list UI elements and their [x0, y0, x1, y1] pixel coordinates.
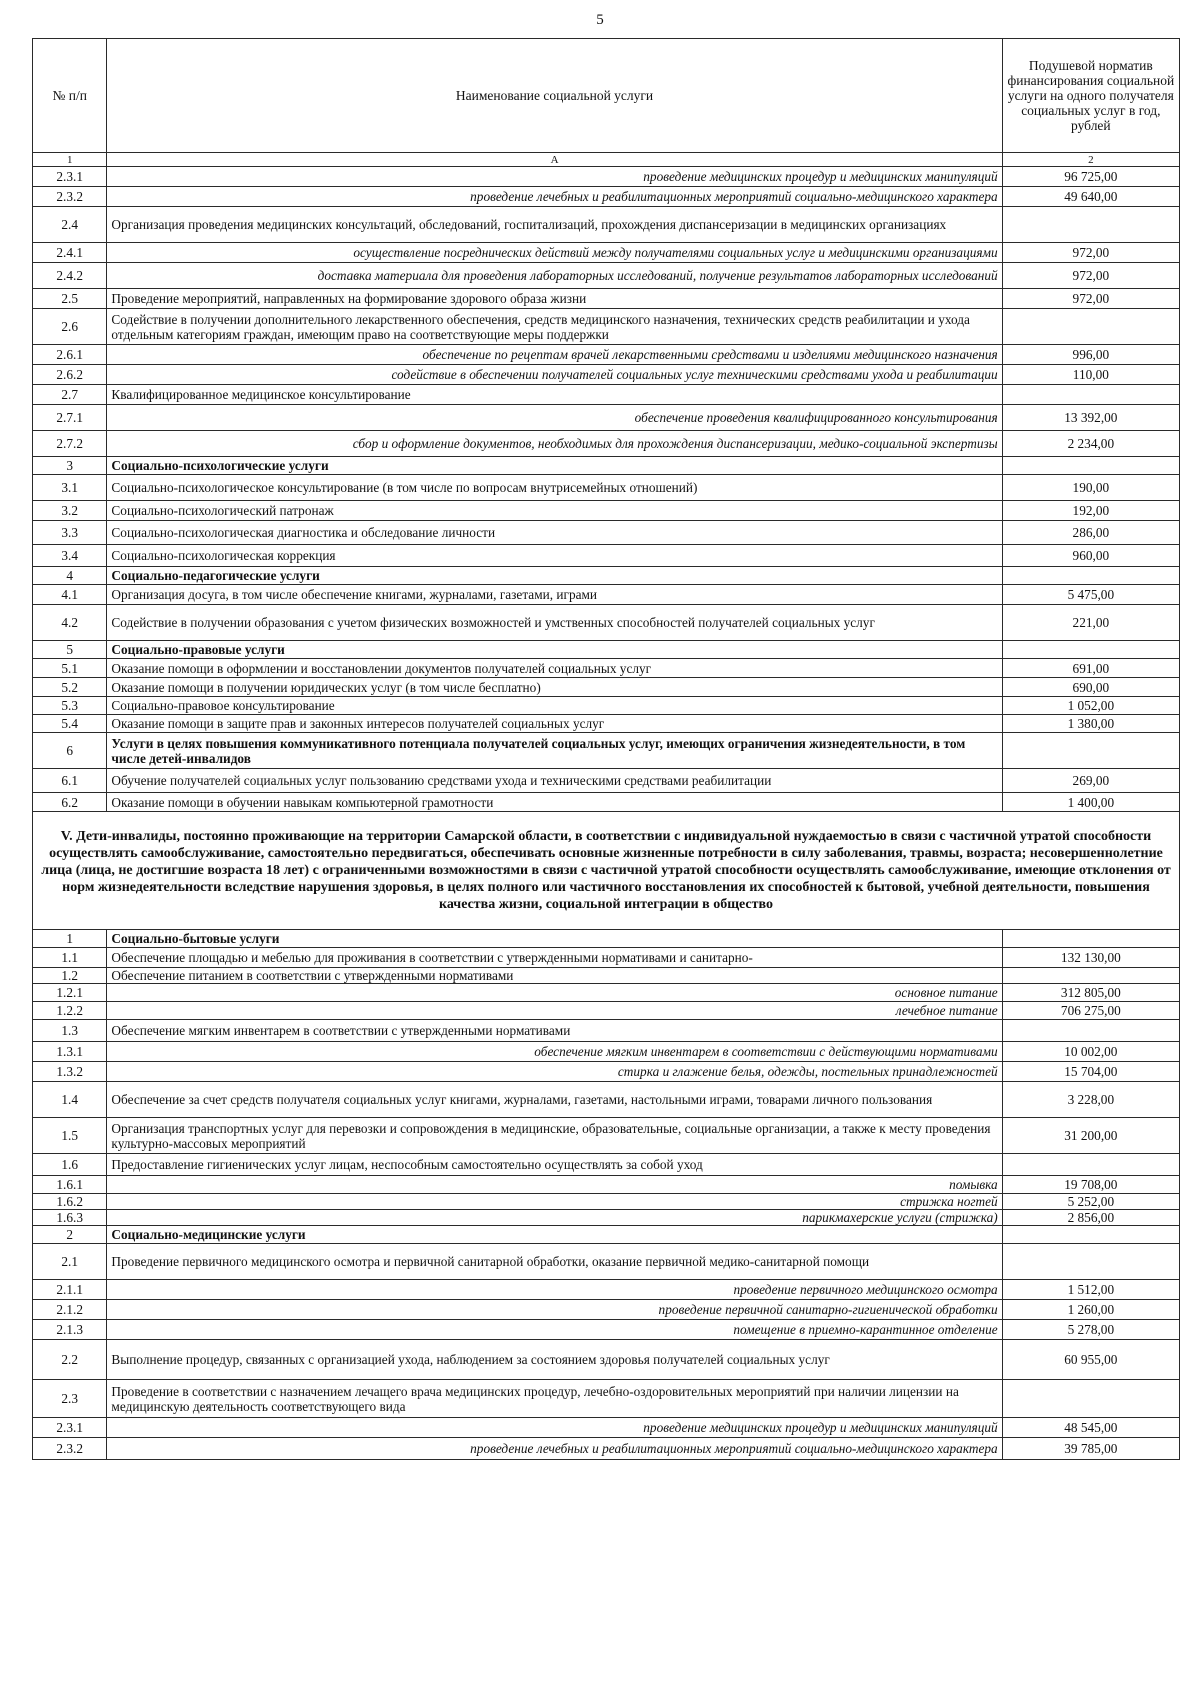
service-norm-value	[1002, 457, 1179, 475]
table-row	[33, 1042, 1180, 1062]
service-norm-value	[1002, 1380, 1179, 1418]
service-norm-value: 690,00	[1002, 678, 1179, 697]
service-norm-value	[1002, 385, 1179, 405]
table-header-row	[33, 39, 1180, 153]
header-value: Подушевой норматив финансирования социальной услуги на одного получателя социальных услуг в год, рублей	[1002, 39, 1179, 153]
table-row	[33, 1340, 1180, 1380]
service-name: обеспечение по рецептам врачей лекарственными средствами и изделиями медицинского назначения	[107, 345, 1002, 365]
service-norm-value	[1002, 567, 1179, 585]
service-norm-value: 972,00	[1002, 263, 1179, 289]
table-row	[33, 984, 1180, 1002]
table-row	[33, 385, 1180, 405]
service-name: стирка и глажение белья, одежды, постельных принадлежностей	[107, 1062, 1002, 1082]
table-row	[33, 431, 1180, 457]
row-number: 1.4	[33, 1082, 107, 1118]
table-row	[33, 365, 1180, 385]
row-number: 3.3	[33, 521, 107, 545]
row-number: 1.2.1	[33, 984, 107, 1002]
row-number: 1.2	[33, 968, 107, 984]
service-name: проведение лечебных и реабилитационных мероприятий социально-медицинского характера	[107, 1438, 1002, 1460]
section-row	[33, 567, 1180, 585]
table-row	[33, 1210, 1180, 1226]
table-row	[33, 678, 1180, 697]
table-row	[33, 1244, 1180, 1280]
service-name: Социально-психологическая диагностика и обследование личности	[107, 521, 1002, 545]
row-number: 1.6	[33, 1154, 107, 1176]
table-row	[33, 1300, 1180, 1320]
section-row	[33, 733, 1180, 769]
service-name: Квалифицированное медицинское консультирование	[107, 385, 1002, 405]
header-name: Наименование социальной услуги	[107, 39, 1002, 153]
service-norm-value: 1 400,00	[1002, 793, 1179, 812]
row-number: 6	[33, 733, 107, 769]
section-banner-text: V. Дети-инвалиды, постоянно проживающие на территории Самарской области, в соответствии с индивидуальной нуждаемостью в связи с частичной утратой способности осуществлять самообслуживание, самостоятельно передвигаться, обеспечивать основные жизненные потребности в силу заболевания, травмы, возраста; несовершеннолетние лица (лица, не достигшие возраста 18 лет) с ограниченными возможностями в связи с частичной утратой способности осуществлять самообслуживание, имеющие отклонения от норм жизнедеятельности вследствие нарушения здоровья, в целях полного или частичного восстановления их способностей к бытовой, учебной деятельности, повышения качества жизни, социальной интеграции в общество	[33, 812, 1180, 930]
index-num: 1	[33, 153, 107, 167]
table-row	[33, 207, 1180, 243]
service-name: помещение в приемно-карантинное отделение	[107, 1320, 1002, 1340]
services-table	[32, 38, 1180, 1460]
service-name: Выполнение процедур, связанных с организацией ухода, наблюдением за состоянием здоровья получателей социальных услуг	[107, 1340, 1002, 1380]
table-row	[33, 793, 1180, 812]
table-row	[33, 1280, 1180, 1300]
row-number: 2.4.2	[33, 263, 107, 289]
row-number: 2.4.1	[33, 243, 107, 263]
section-row	[33, 1226, 1180, 1244]
table-row	[33, 187, 1180, 207]
table-row	[33, 1020, 1180, 1042]
row-number: 2.1.2	[33, 1300, 107, 1320]
row-number: 1.1	[33, 948, 107, 968]
service-norm-value: 1 260,00	[1002, 1300, 1179, 1320]
section-banner	[33, 812, 1180, 930]
service-norm-value	[1002, 1226, 1179, 1244]
row-number: 5.1	[33, 659, 107, 678]
service-norm-value	[1002, 207, 1179, 243]
row-number: 5	[33, 641, 107, 659]
service-name: обеспечение мягким инвентарем в соответствии с действующими нормативами	[107, 1042, 1002, 1062]
service-name: Оказание помощи в защите прав и законных интересов получателей социальных услуг	[107, 715, 1002, 733]
table-row	[33, 263, 1180, 289]
service-norm-value: 312 805,00	[1002, 984, 1179, 1002]
row-number: 2.5	[33, 289, 107, 309]
service-name: Предоставление гигиенических услуг лицам, неспособным самостоятельно осуществлять за собой уход	[107, 1154, 1002, 1176]
row-number: 1.3	[33, 1020, 107, 1042]
table-row	[33, 1002, 1180, 1020]
service-name: стрижка ногтей	[107, 1194, 1002, 1210]
service-norm-value: 110,00	[1002, 365, 1179, 385]
service-name: парикмахерские услуги (стрижка)	[107, 1210, 1002, 1226]
page-number: 5	[596, 12, 604, 28]
row-number: 4	[33, 567, 107, 585]
service-norm-value: 5 475,00	[1002, 585, 1179, 605]
table-row	[33, 501, 1180, 521]
table-row	[33, 1154, 1180, 1176]
row-number: 2.7.2	[33, 431, 107, 457]
service-name: Услуги в целях повышения коммуникативного потенциала получателей социальных услуг, имеющих ограничения жизнедеятельности, в том числе детей-инвалидов	[107, 733, 1002, 769]
row-number: 2.1.1	[33, 1280, 107, 1300]
service-norm-value: 15 704,00	[1002, 1062, 1179, 1082]
table-row	[33, 715, 1180, 733]
table-row	[33, 968, 1180, 984]
table-row	[33, 1062, 1180, 1082]
service-norm-value: 972,00	[1002, 289, 1179, 309]
row-number: 2.2	[33, 1340, 107, 1380]
table-row	[33, 605, 1180, 641]
row-number: 2.6	[33, 309, 107, 345]
table-row	[33, 289, 1180, 309]
service-name: лечебное питание	[107, 1002, 1002, 1020]
row-number: 4.2	[33, 605, 107, 641]
service-name: Обеспечение за счет средств получателя социальных услуг книгами, журналами, газетами, настольными играми, товарами личного пользования	[107, 1082, 1002, 1118]
service-name: доставка материала для проведения лабораторных исследований, получение результатов лабораторных исследований	[107, 263, 1002, 289]
table-row	[33, 1194, 1180, 1210]
row-number: 2.3.1	[33, 1418, 107, 1438]
table-row	[33, 545, 1180, 567]
column-index-row	[33, 153, 1180, 167]
service-norm-value	[1002, 968, 1179, 984]
service-name: Социально-медицинские услуги	[107, 1226, 1002, 1244]
index-value: 2	[1002, 153, 1179, 167]
service-norm-value	[1002, 1244, 1179, 1280]
service-name: Содействие в получении дополнительного лекарственного обеспечения, средств медицинского назначения, технических средств реабилитации и ухода отдельным категориям граждан, имеющим право на соответствующие меры поддержки	[107, 309, 1002, 345]
row-number: 5.3	[33, 697, 107, 715]
service-norm-value: 1 052,00	[1002, 697, 1179, 715]
row-number: 1.5	[33, 1118, 107, 1154]
service-name: Содействие в получении образования с учетом физических возможностей и умственных способностей получателей социальных услуг	[107, 605, 1002, 641]
header-num: № п/п	[33, 39, 107, 153]
row-number: 2.3.1	[33, 167, 107, 187]
service-name: Оказание помощи в оформлении и восстановлении документов получателей социальных услуг	[107, 659, 1002, 678]
table-row	[33, 948, 1180, 968]
row-number: 3.1	[33, 475, 107, 501]
row-number: 1	[33, 930, 107, 948]
table-row	[33, 585, 1180, 605]
service-norm-value: 706 275,00	[1002, 1002, 1179, 1020]
service-name: Социально-психологические услуги	[107, 457, 1002, 475]
section-row	[33, 457, 1180, 475]
service-norm-value: 3 228,00	[1002, 1082, 1179, 1118]
service-name: Обеспечение площадью и мебелью для проживания в соответствии с утвержденными нормативами и санитарно-	[107, 948, 1002, 968]
row-number: 1.6.2	[33, 1194, 107, 1210]
service-norm-value: 48 545,00	[1002, 1418, 1179, 1438]
service-norm-value: 2 234,00	[1002, 431, 1179, 457]
service-norm-value: 60 955,00	[1002, 1340, 1179, 1380]
service-norm-value: 691,00	[1002, 659, 1179, 678]
service-name: проведение медицинских процедур и медицинских манипуляций	[107, 1418, 1002, 1438]
service-name: Социально-правовые услуги	[107, 641, 1002, 659]
row-number: 2	[33, 1226, 107, 1244]
service-norm-value: 5 278,00	[1002, 1320, 1179, 1340]
service-name: Проведение мероприятий, направленных на формирование здорового образа жизни	[107, 289, 1002, 309]
service-norm-value: 996,00	[1002, 345, 1179, 365]
row-number: 5.2	[33, 678, 107, 697]
row-number: 2.1	[33, 1244, 107, 1280]
service-norm-value	[1002, 1154, 1179, 1176]
service-name: осуществление посреднических действий между получателями социальных услуг и медицинскими организациями	[107, 243, 1002, 263]
row-number: 3.4	[33, 545, 107, 567]
section-row	[33, 930, 1180, 948]
row-number: 5.4	[33, 715, 107, 733]
table-row	[33, 309, 1180, 345]
row-number: 1.6.3	[33, 1210, 107, 1226]
row-number: 2.4	[33, 207, 107, 243]
service-name: Социально-психологическое консультирование (в том числе по вопросам внутрисемейных отношений)	[107, 475, 1002, 501]
row-number: 6.2	[33, 793, 107, 812]
service-name: Социально-психологический патронаж	[107, 501, 1002, 521]
service-name: проведение первичного медицинского осмотра	[107, 1280, 1002, 1300]
service-name: проведение медицинских процедур и медицинских манипуляций	[107, 167, 1002, 187]
service-name: сбор и оформление документов, необходимых для прохождения диспансеризации, медико-социальной экспертизы	[107, 431, 1002, 457]
row-number: 1.3.2	[33, 1062, 107, 1082]
row-number: 2.3.2	[33, 187, 107, 207]
service-norm-value	[1002, 930, 1179, 948]
service-norm-value: 10 002,00	[1002, 1042, 1179, 1062]
service-norm-value: 2 856,00	[1002, 1210, 1179, 1226]
service-norm-value	[1002, 1020, 1179, 1042]
service-norm-value: 49 640,00	[1002, 187, 1179, 207]
service-norm-value: 190,00	[1002, 475, 1179, 501]
service-norm-value	[1002, 733, 1179, 769]
table-row	[33, 697, 1180, 715]
table-row	[33, 769, 1180, 793]
row-number: 2.7	[33, 385, 107, 405]
service-norm-value: 269,00	[1002, 769, 1179, 793]
table-row	[33, 167, 1180, 187]
index-name: А	[107, 153, 1002, 167]
table-row	[33, 345, 1180, 365]
row-number: 2.3.2	[33, 1438, 107, 1460]
service-norm-value: 19 708,00	[1002, 1176, 1179, 1194]
table-row	[33, 1118, 1180, 1154]
service-name: Организация проведения медицинских консультаций, обследований, госпитализаций, прохождения диспансеризации в медицинских организациях	[107, 207, 1002, 243]
row-number: 4.1	[33, 585, 107, 605]
service-norm-value	[1002, 641, 1179, 659]
row-number: 1.3.1	[33, 1042, 107, 1062]
table-row	[33, 243, 1180, 263]
table-row	[33, 1082, 1180, 1118]
service-norm-value: 31 200,00	[1002, 1118, 1179, 1154]
service-name: содействие в обеспечении получателей социальных услуг техническими средствами ухода и реабилитации	[107, 365, 1002, 385]
service-norm-value: 39 785,00	[1002, 1438, 1179, 1460]
table-row	[33, 475, 1180, 501]
service-name: Социально-психологическая коррекция	[107, 545, 1002, 567]
row-number: 1.6.1	[33, 1176, 107, 1194]
service-name: Организация транспортных услуг для перевозки и сопровождения в медицинские, образовательные, социальные организации, а также к месту проведения культурно-массовых мероприятий	[107, 1118, 1002, 1154]
service-name: Обеспечение питанием в соответствии с утвержденными нормативами	[107, 968, 1002, 984]
service-norm-value: 286,00	[1002, 521, 1179, 545]
service-norm-value: 960,00	[1002, 545, 1179, 567]
table-row	[33, 405, 1180, 431]
service-name: Оказание помощи в получении юридических услуг (в том числе бесплатно)	[107, 678, 1002, 697]
table-row	[33, 1176, 1180, 1194]
row-number: 1.2.2	[33, 1002, 107, 1020]
table-row	[33, 1380, 1180, 1418]
service-name: Социально-бытовые услуги	[107, 930, 1002, 948]
row-number: 2.6.1	[33, 345, 107, 365]
service-norm-value: 96 725,00	[1002, 167, 1179, 187]
row-number: 6.1	[33, 769, 107, 793]
row-number: 2.1.3	[33, 1320, 107, 1340]
table-row	[33, 1438, 1180, 1460]
row-number: 2.7.1	[33, 405, 107, 431]
service-name: Организация досуга, в том числе обеспечение книгами, журналами, газетами, играми	[107, 585, 1002, 605]
service-norm-value: 221,00	[1002, 605, 1179, 641]
section-row	[33, 641, 1180, 659]
service-norm-value: 972,00	[1002, 243, 1179, 263]
service-name: Социально-педагогические услуги	[107, 567, 1002, 585]
service-name: Социально-правовое консультирование	[107, 697, 1002, 715]
service-name: Проведение первичного медицинского осмотра и первичной санитарной обработки, оказание первичной медико-санитарной помощи	[107, 1244, 1002, 1280]
service-name: помывка	[107, 1176, 1002, 1194]
service-norm-value: 5 252,00	[1002, 1194, 1179, 1210]
service-name: обеспечение проведения квалифицированного консультирования	[107, 405, 1002, 431]
service-norm-value: 1 512,00	[1002, 1280, 1179, 1300]
row-number: 2.6.2	[33, 365, 107, 385]
service-name: проведение лечебных и реабилитационных мероприятий социально-медицинского характера	[107, 187, 1002, 207]
service-name: Оказание помощи в обучении навыкам компьютерной грамотности	[107, 793, 1002, 812]
service-name: Обеспечение мягким инвентарем в соответствии с утвержденными нормативами	[107, 1020, 1002, 1042]
service-name: Обучение получателей социальных услуг пользованию средствами ухода и техническими средствами реабилитации	[107, 769, 1002, 793]
service-name: Проведение в соответствии с назначением лечащего врача медицинских процедур, лечебно-оздоровительных мероприятий при наличии лицензии на медицинскую деятельность соответствующего вида	[107, 1380, 1002, 1418]
table-row	[33, 659, 1180, 678]
service-norm-value	[1002, 309, 1179, 345]
row-number: 3.2	[33, 501, 107, 521]
table-row	[33, 521, 1180, 545]
row-number: 3	[33, 457, 107, 475]
service-norm-value: 132 130,00	[1002, 948, 1179, 968]
row-number: 2.3	[33, 1380, 107, 1418]
service-name: основное питание	[107, 984, 1002, 1002]
service-norm-value: 13 392,00	[1002, 405, 1179, 431]
service-norm-value: 1 380,00	[1002, 715, 1179, 733]
table-row	[33, 1320, 1180, 1340]
table-row	[33, 1418, 1180, 1438]
service-name: проведение первичной санитарно-гигиенической обработки	[107, 1300, 1002, 1320]
service-norm-value: 192,00	[1002, 501, 1179, 521]
